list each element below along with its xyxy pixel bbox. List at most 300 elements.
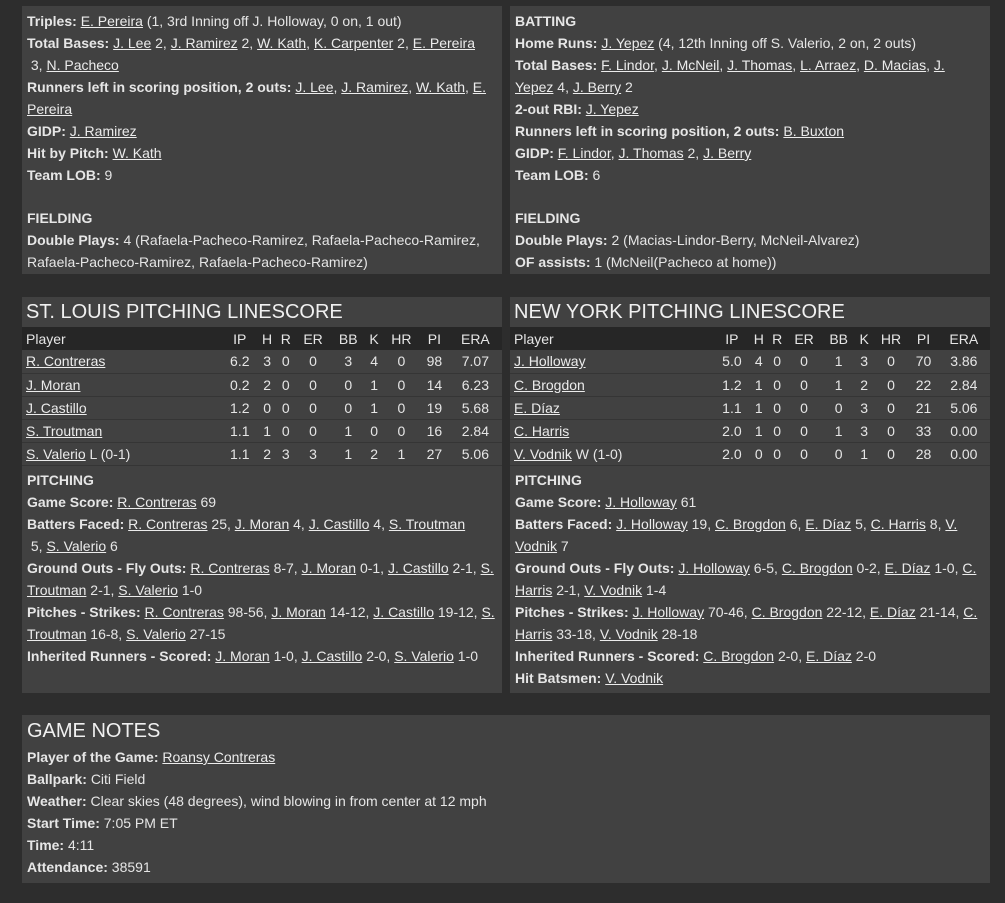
stat-cell: 0 xyxy=(331,396,365,419)
stat-cell: 3.86 xyxy=(938,350,990,373)
table-row xyxy=(510,373,990,396)
batters-faced-line xyxy=(27,513,497,557)
stat-value: 1-0, xyxy=(269,647,302,664)
player-link[interactable]: J. Berry xyxy=(703,145,752,161)
stat-cell: 0 xyxy=(786,350,821,373)
rlisp-line xyxy=(27,76,497,120)
stat-cell: 3 xyxy=(856,350,873,373)
player-link[interactable]: W. Kath xyxy=(112,145,162,161)
stat-cell: 0.00 xyxy=(938,442,990,465)
nyy-pitching-panel xyxy=(510,297,990,693)
stat-cell: 0 xyxy=(295,373,331,396)
batters-faced-line xyxy=(515,513,985,557)
two-out-rbi-label: 2-out RBI: xyxy=(515,101,582,117)
player-link[interactable]: V. Vodnik xyxy=(584,581,643,598)
batters-faced-label: Batters Faced: xyxy=(27,515,125,532)
player-link[interactable]: J. Yepez xyxy=(515,57,945,95)
stat-cell: 1.1 xyxy=(222,442,258,465)
game-time-line xyxy=(27,834,985,856)
stat-cell: 28 xyxy=(909,442,937,465)
stat-cell: 22 xyxy=(909,373,937,396)
stat-cell: 5.06 xyxy=(449,442,502,465)
player-cell xyxy=(510,419,714,442)
player-link[interactable]: R. Contreras xyxy=(128,515,208,532)
pitching-linescore-table xyxy=(22,327,502,466)
stat-value: , xyxy=(306,35,314,51)
player-link[interactable]: J. Lee xyxy=(295,79,334,95)
inherited-runners-line xyxy=(515,645,985,667)
player-link[interactable]: L. Arraez xyxy=(800,57,857,73)
stat-cell: 1 xyxy=(331,442,365,465)
column-header: HR xyxy=(383,327,420,350)
stat-value: 0-1, xyxy=(356,559,388,576)
game-score-label: Game Score: xyxy=(515,493,602,510)
player-link[interactable]: S. Troutman xyxy=(27,603,495,642)
home-runs-label: Home Runs: xyxy=(515,35,598,51)
stat-cell: 0 xyxy=(258,396,277,419)
stat-value: 8-7, xyxy=(269,559,302,576)
stat-value: 5, xyxy=(851,515,871,532)
pitching-linescore-title: NEW YORK PITCHING LINESCORE xyxy=(514,301,845,323)
player-link[interactable]: J. McNeil xyxy=(661,57,720,73)
player-link[interactable]: J. Thomas xyxy=(618,145,684,161)
stat-cell: 5.0 xyxy=(714,350,749,373)
pitches-strikes-line xyxy=(515,601,985,645)
stat-cell: 0 xyxy=(768,442,786,465)
column-header: Player xyxy=(22,327,222,350)
stat-cell: 3 xyxy=(295,442,331,465)
team-lob-label: Team LOB: xyxy=(27,167,101,183)
player-link[interactable]: J. Holloway xyxy=(605,493,677,510)
table-row xyxy=(22,442,502,465)
stat-cell: 4 xyxy=(365,350,382,373)
stat-cell: 98 xyxy=(420,350,449,373)
team-lob-label: Team LOB: xyxy=(515,167,589,183)
stat-value: 61 xyxy=(676,493,697,510)
pitches-strikes-label: Pitches - Strikes: xyxy=(515,603,629,620)
triples-line xyxy=(27,10,497,32)
player-cell xyxy=(22,373,222,396)
player-link[interactable]: J. Ramirez xyxy=(341,79,409,95)
stat-value: , xyxy=(654,57,662,73)
stat-cell: 1 xyxy=(258,419,277,442)
player-link[interactable]: J. Ramirez xyxy=(69,123,137,139)
weather-line xyxy=(27,790,985,812)
stat-value: 2-0, xyxy=(362,647,395,664)
player-link[interactable]: E. Díaz xyxy=(869,603,916,620)
ground-fly-outs-label: Ground Outs - Fly Outs: xyxy=(515,559,675,576)
stat-cell: 0 xyxy=(786,419,821,442)
stat-cell: 0 xyxy=(295,350,331,373)
player-link[interactable]: R. Contreras xyxy=(26,353,106,370)
stat-value: 2-1, xyxy=(448,559,481,576)
stat-cell: 0 xyxy=(276,350,295,373)
pitches-strikes-line xyxy=(27,601,497,645)
player-link[interactable]: E. Pereira xyxy=(27,79,487,117)
stat-cell: 1 xyxy=(750,419,768,442)
player-link[interactable]: C. Brogdon xyxy=(703,647,775,664)
stat-cell: 0 xyxy=(768,350,786,373)
ballpark-value: Citi Field xyxy=(90,771,146,787)
player-link[interactable]: S. Troutman xyxy=(26,422,103,439)
table-body xyxy=(510,350,990,465)
stat-value: 19-12, xyxy=(433,603,482,620)
table-row xyxy=(510,419,990,442)
stat-value: , xyxy=(610,145,619,161)
player-link[interactable]: R. Contreras xyxy=(117,493,197,510)
stat-cell: 2.84 xyxy=(938,373,990,396)
stat-cell: 0 xyxy=(786,373,821,396)
player-link[interactable]: D. Macias xyxy=(863,57,927,73)
stat-value: 98-56, xyxy=(223,603,272,620)
player-link[interactable]: V. Vodnik xyxy=(514,445,572,462)
stat-cell: 0 xyxy=(786,396,821,419)
stat-value: 1-0 xyxy=(177,581,203,598)
player-link[interactable]: W. Kath xyxy=(415,79,465,95)
stat-value: 6 xyxy=(106,537,118,554)
double-plays-line xyxy=(515,229,985,251)
stat-cell: 0 xyxy=(768,396,786,419)
stat-value: 2, xyxy=(683,145,704,161)
stat-value: 4, xyxy=(289,515,309,532)
column-header: K xyxy=(856,327,873,350)
player-link[interactable]: F. Lindor xyxy=(601,57,655,73)
stat-value: , xyxy=(408,79,416,95)
player-link[interactable]: S. Troutman xyxy=(27,559,494,598)
stat-value: 6, xyxy=(785,515,806,532)
table-header-row xyxy=(22,327,502,350)
stat-value: 27-15 xyxy=(185,625,226,642)
stat-cell: 19 xyxy=(420,396,449,419)
stat-cell: 3 xyxy=(331,350,365,373)
team-lob-line xyxy=(515,164,985,186)
player-link[interactable]: E. Pereira xyxy=(412,35,475,51)
stat-cell: 5.68 xyxy=(449,396,502,419)
gidp-line xyxy=(515,142,985,164)
player-link[interactable]: F. Lindor xyxy=(557,145,611,161)
player-link[interactable]: C. Brogdon xyxy=(715,515,786,532)
player-link[interactable]: V. Vodnik xyxy=(599,625,658,642)
column-header: ER xyxy=(786,327,821,350)
inherited-runners-line xyxy=(27,645,497,667)
double-plays-line xyxy=(27,229,497,273)
stat-cell: 3 xyxy=(258,350,277,373)
player-link[interactable]: J. Thomas xyxy=(727,57,793,73)
table-row xyxy=(22,350,502,373)
stat-cell: 1 xyxy=(822,419,856,442)
player-link[interactable]: J. Castillo xyxy=(373,603,434,620)
player-link[interactable]: S. Valerio xyxy=(118,581,178,598)
attendance-value: 38591 xyxy=(111,859,151,875)
ballpark-label: Ballpark: xyxy=(27,771,87,787)
stl-pitching-panel xyxy=(22,297,502,693)
player-link[interactable]: E. Díaz xyxy=(805,647,852,664)
player-link[interactable]: C. Brogdon xyxy=(514,376,585,393)
stat-cell: 0 xyxy=(295,419,331,442)
player-link[interactable]: J. Moran xyxy=(26,376,81,393)
pitching-section-title: PITCHING xyxy=(27,471,94,488)
gidp-list xyxy=(558,145,752,161)
stat-cell: 0 xyxy=(295,396,331,419)
stat-cell: 1 xyxy=(365,396,382,419)
stat-cell: 1 xyxy=(331,419,365,442)
stat-value: 2, xyxy=(393,35,413,51)
stat-cell: 3 xyxy=(856,419,873,442)
table-row xyxy=(22,373,502,396)
of-assists-label: OF assists: xyxy=(515,254,591,270)
stat-cell: 16 xyxy=(420,419,449,442)
player-link[interactable]: J. Yepez xyxy=(585,101,639,117)
column-header: HR xyxy=(873,327,910,350)
table-row xyxy=(22,419,502,442)
stat-cell: 1 xyxy=(383,442,420,465)
game-score-label: Game Score: xyxy=(27,493,114,510)
stat-value: 6-5, xyxy=(749,559,782,576)
player-link[interactable]: J. Castillo xyxy=(308,515,370,532)
player-cell xyxy=(22,419,222,442)
stat-cell: 0 xyxy=(822,442,856,465)
player-link[interactable]: C. Brogdon xyxy=(781,559,853,576)
player-link[interactable]: J. Yepez xyxy=(601,35,655,51)
home-runs-detail: (4, 12th Inning off S. Valerio, 2 on, 2 outs) xyxy=(658,35,917,51)
stat-cell: 0 xyxy=(365,419,382,442)
stat-cell: 0 xyxy=(383,350,420,373)
stat-value: , xyxy=(333,79,342,95)
stat-value: , xyxy=(792,57,801,73)
player-link[interactable]: E. Pereira xyxy=(80,13,143,29)
player-link[interactable]: C. Brogdon xyxy=(751,603,823,620)
of-assists-line xyxy=(515,251,985,273)
player-of-game-label: Player of the Game: xyxy=(27,749,159,765)
player-link[interactable]: W. Kath xyxy=(257,35,307,51)
player-link[interactable]: J. Berry xyxy=(572,79,622,95)
rlisp-line xyxy=(515,120,985,142)
stat-value: 28-18 xyxy=(657,625,698,642)
stat-cell: 1 xyxy=(750,396,768,419)
player-link[interactable]: J. Lee xyxy=(113,35,152,51)
start-time-label: Start Time: xyxy=(27,815,100,831)
player-link[interactable]: J. Holloway xyxy=(514,353,586,370)
player-link[interactable]: S. Valerio xyxy=(46,537,107,554)
game-score-list xyxy=(605,494,696,510)
stat-value: 8, xyxy=(925,515,946,532)
column-header: ERA xyxy=(449,327,502,350)
stat-cell: 70 xyxy=(909,350,937,373)
stat-value: 2-0 xyxy=(851,647,877,664)
player-link[interactable]: J. Castillo xyxy=(301,647,363,664)
stat-value: 14-12, xyxy=(325,603,374,620)
player-link[interactable]: E. Díaz xyxy=(805,515,852,532)
stat-cell: 0.2 xyxy=(222,373,258,396)
team-lob-line xyxy=(27,164,497,186)
stat-cell: 0 xyxy=(822,396,856,419)
player-link[interactable]: R. Contreras xyxy=(190,559,270,576)
gidp-label: GIDP: xyxy=(515,145,554,161)
player-link[interactable]: J. Castillo xyxy=(26,399,87,416)
player-link[interactable]: B. Buxton xyxy=(783,123,845,139)
stat-cell: 1.1 xyxy=(222,419,258,442)
ground-fly-outs-line xyxy=(27,557,497,601)
stat-cell: 0 xyxy=(768,419,786,442)
stat-cell: 1 xyxy=(822,373,856,396)
rlisp-label: Runners left in scoring position, 2 outs: xyxy=(27,79,292,95)
stat-value: 1-0, xyxy=(930,559,963,576)
player-link[interactable]: V. Vodnik xyxy=(605,669,664,686)
home-runs-line xyxy=(515,32,985,54)
inherited-runners-list xyxy=(215,648,478,664)
stat-cell: 1 xyxy=(822,350,856,373)
player-link[interactable]: E. Díaz xyxy=(514,399,560,416)
stat-cell: 5.06 xyxy=(938,396,990,419)
player-link[interactable]: C. Harris xyxy=(515,559,977,598)
player-link[interactable]: J. Holloway xyxy=(632,603,705,620)
pitching-linescore-title: ST. LOUIS PITCHING LINESCORE xyxy=(26,301,343,323)
start-time-line xyxy=(27,812,985,834)
stat-cell: 14 xyxy=(420,373,449,396)
stat-cell: 0 xyxy=(768,373,786,396)
ground-fly-outs-line xyxy=(515,557,985,601)
stat-cell: 1 xyxy=(750,373,768,396)
stat-value: 2, xyxy=(151,35,171,51)
player-link[interactable]: J. Moran xyxy=(301,559,357,576)
table-header-row xyxy=(510,327,990,350)
nyy-batting-details-panel xyxy=(510,6,990,274)
player-link[interactable]: J. Holloway xyxy=(678,559,750,576)
column-header: ERA xyxy=(938,327,990,350)
stat-cell: 3 xyxy=(276,442,295,465)
player-link[interactable]: J. Moran xyxy=(234,515,290,532)
stat-cell: 0 xyxy=(873,350,910,373)
stat-cell: 0 xyxy=(750,442,768,465)
hit-batsmen-label: Hit Batsmen: xyxy=(515,669,602,686)
inherited-runners-list xyxy=(703,648,876,664)
pitching-linescore-table xyxy=(510,327,990,466)
stat-cell: 1.1 xyxy=(714,396,749,419)
player-cell xyxy=(22,350,222,373)
player-of-game-line xyxy=(27,746,985,768)
player-link[interactable]: V. Vodnik xyxy=(515,515,958,554)
stat-value: 21-14, xyxy=(915,603,964,620)
player-cell xyxy=(22,442,222,465)
stat-value: 5, xyxy=(27,537,47,554)
stat-cell: 0 xyxy=(383,396,420,419)
player-link[interactable]: S. Valerio xyxy=(126,625,186,642)
stat-cell: 2 xyxy=(258,442,277,465)
stat-cell: 0 xyxy=(331,373,365,396)
stat-value: , xyxy=(465,79,473,95)
player-link[interactable]: C. Harris xyxy=(514,422,570,439)
total-bases-line xyxy=(515,54,985,98)
column-header: BB xyxy=(331,327,365,350)
stat-cell: 33 xyxy=(909,419,937,442)
gidp-line xyxy=(27,120,497,142)
stat-cell: 1 xyxy=(856,442,873,465)
hbp-line xyxy=(27,142,497,164)
ballpark-line xyxy=(27,768,985,790)
column-header: R xyxy=(276,327,295,350)
stat-cell: 0 xyxy=(873,373,910,396)
stat-cell: 6.2 xyxy=(222,350,258,373)
attendance-line xyxy=(27,856,985,878)
stat-cell: 0 xyxy=(276,396,295,419)
stat-value: 0-2, xyxy=(852,559,885,576)
triples-detail: (1, 3rd Inning off J. Holloway, 0 on, 1 out) xyxy=(146,13,402,29)
column-header: PI xyxy=(420,327,449,350)
stat-cell: 2 xyxy=(258,373,277,396)
double-plays-value: 4 (Rafaela-Pacheco-Ramirez, Rafaela-Pacheco-Ramirez, Rafaela-Pacheco-Ramirez, Rafaela-Pacheco-Ramirez) xyxy=(27,232,480,270)
team-lob-value: 6 xyxy=(592,167,601,183)
stat-value: , xyxy=(856,57,864,73)
table-row xyxy=(510,350,990,373)
player-link[interactable]: S. Valerio xyxy=(394,647,454,664)
stat-value: 7 xyxy=(557,537,569,554)
double-plays-value: 2 (Macias-Lindor-Berry, McNeil-Alvarez) xyxy=(611,232,860,248)
hit-batsmen-line xyxy=(515,667,985,689)
stat-value: 19, xyxy=(687,515,715,532)
gidp-label: GIDP: xyxy=(27,123,66,139)
game-score-list xyxy=(117,494,216,510)
hbp-label: Hit by Pitch: xyxy=(27,145,109,161)
fielding-title: FIELDING xyxy=(515,210,581,226)
table-body xyxy=(22,350,502,465)
stat-cell: 7.07 xyxy=(449,350,502,373)
rlisp-label: Runners left in scoring position, 2 outs: xyxy=(515,123,780,139)
column-header: ER xyxy=(295,327,331,350)
stat-cell: 6.23 xyxy=(449,373,502,396)
stat-cell: 27 xyxy=(420,442,449,465)
stat-cell: 0 xyxy=(873,419,910,442)
column-header: R xyxy=(768,327,786,350)
player-link[interactable]: J. Holloway xyxy=(616,515,688,532)
stat-cell: 0 xyxy=(383,373,420,396)
total-bases-label: Total Bases: xyxy=(27,35,110,51)
pitching-section-title: PITCHING xyxy=(515,471,582,488)
game-notes-title: GAME NOTES xyxy=(27,720,161,742)
stat-cell: 0 xyxy=(873,442,910,465)
player-link[interactable]: C. Harris xyxy=(870,515,926,532)
decision-note: L (0-1) xyxy=(85,445,131,462)
player-link[interactable]: S. Valerio xyxy=(26,445,86,462)
player-link[interactable]: Roansy Contreras xyxy=(162,749,276,765)
player-link[interactable]: J. Castillo xyxy=(387,559,449,576)
double-plays-label: Double Plays: xyxy=(515,232,608,248)
player-cell xyxy=(510,396,714,419)
total-bases-line xyxy=(27,32,497,76)
game-time-label: Time: xyxy=(27,837,65,853)
player-link[interactable]: J. Ramirez xyxy=(170,35,238,51)
player-link[interactable]: C. Harris xyxy=(515,603,978,642)
stat-cell: 0 xyxy=(786,442,821,465)
player-link[interactable]: E. Díaz xyxy=(884,559,931,576)
player-link[interactable]: R. Contreras xyxy=(144,603,224,620)
player-link[interactable]: K. Carpenter xyxy=(313,35,394,51)
hit-batsmen-list xyxy=(605,670,663,686)
batting-title: BATTING xyxy=(515,13,577,29)
double-plays-label: Double Plays: xyxy=(27,232,120,248)
stat-cell: 4 xyxy=(750,350,768,373)
player-link[interactable]: J. Moran xyxy=(271,603,326,620)
column-header: IP xyxy=(222,327,258,350)
stat-value: 1-4 xyxy=(642,581,667,598)
player-link[interactable]: J. Moran xyxy=(215,647,270,664)
ground-fly-outs-label: Ground Outs - Fly Outs: xyxy=(27,559,187,576)
weather-value: Clear skies (48 degrees), wind blowing in from center at 12 mph xyxy=(90,793,487,809)
game-score-line xyxy=(27,491,497,513)
player-link[interactable]: S. Troutman xyxy=(388,515,466,532)
player-link[interactable]: N. Pacheco xyxy=(46,57,119,73)
player-cell xyxy=(510,350,714,373)
stat-value: 2-1, xyxy=(86,581,119,598)
